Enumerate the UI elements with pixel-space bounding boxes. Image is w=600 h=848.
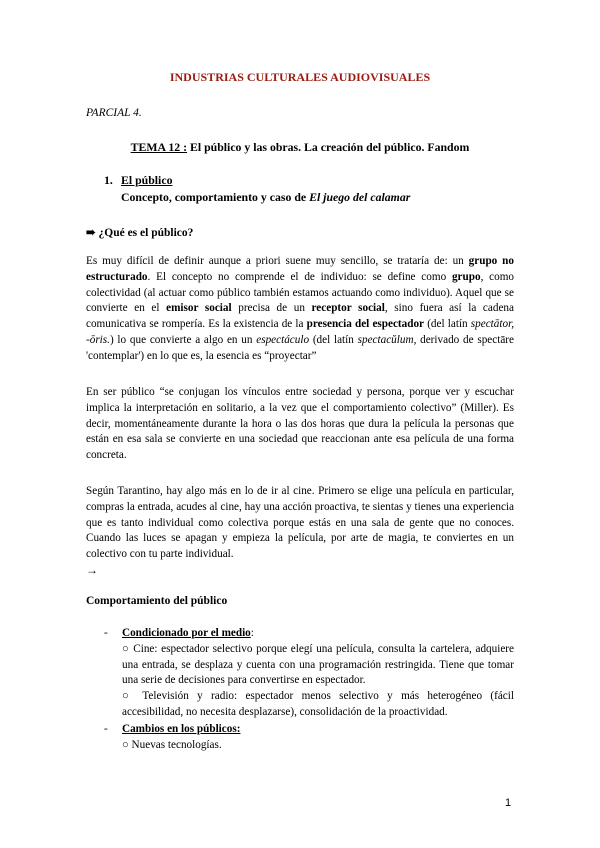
question-heading: ➠ ¿Qué es el público? <box>86 227 194 239</box>
document-title: INDUSTRIAS CULTURALES AUDIOVISUALES <box>169 70 431 84</box>
p1-italic-spectaculum: spectacŭlum <box>357 333 414 346</box>
p3-text: Según Tarantino, hay algo más en lo de ir al cine. Primero se elige una película en particular, compras la entrada, acudes al cine, hay una acción proactiva, te sientas y tienes una experiencia que es tanto individual como colectiva porque estás en una sala de gente que no conoces. Cuando las luces se apagan y empieza la película, por arte de magia, te conviertes en un colectivo con tu parte individual. <box>86 485 514 561</box>
tema-heading <box>0 140 600 154</box>
list-item <box>104 626 514 721</box>
p1-text-g: precisa de un <box>231 302 312 315</box>
p1-bold-grupo-no-estructurado: grupo no estructurado <box>86 255 514 283</box>
p1-bold-receptor: receptor social <box>311 302 385 315</box>
arrow-icon: → <box>86 563 98 577</box>
list-item-colon: : <box>250 627 254 639</box>
paragraph-tarantino <box>86 484 514 563</box>
section-number: 1. <box>104 173 113 187</box>
p1-text-a: Es muy difícil de definir aunque a priori suene muy sencillo, se trataría de: un <box>86 255 469 267</box>
list-subitem-cine: ○ Cine: espectador selectivo porque elegí una película, consulta la cartelera, adquiere una entrada, se desplaza y cuenta con una programación restringida. Tiene que tomar una serie de decisiones para convertirse en espectador. <box>122 642 514 687</box>
paragraph-miller <box>86 385 514 464</box>
section-1-heading <box>104 173 172 187</box>
p1-text-o: (del latín <box>309 333 358 346</box>
subtitle-prefix: Concepto, comportamiento y caso de <box>121 190 310 204</box>
p1-italic-spectator: spectātor, -ōris. <box>86 318 514 346</box>
list-dash: - <box>104 627 108 639</box>
tema-label: TEMA 12 : <box>130 140 188 154</box>
page-number: 1 <box>505 797 512 809</box>
list-subitem-tecnologias: ○ Nuevas tecnologías. <box>122 738 222 751</box>
p1-bold-presencia: presencia del espectador <box>306 318 425 331</box>
comportamiento-heading: Comportamiento del público <box>86 595 228 607</box>
p1-bold-emisor: emisor social <box>166 302 232 315</box>
list-subitem-television: ○ Televisión y radio: espectador menos selectivo y más heterogéneo (fácil accesibilidad, no necesita desplazarse), consolidación de la proactividad. <box>122 690 514 718</box>
section-title: El público <box>121 173 173 187</box>
p2-text: En ser público “se conjugan los vínculos entre sociedad y persona, porque ver y escuchar implica la interpretación en solitario, a la vez que el comportamiento colectivo” (Miller). Es decir, momentáneamente durante la hora o las dos horas que dura la película la personas que están en esa sala se convierte en una sociedad que reaccionan ante esa película de una forma concreta. <box>86 386 514 462</box>
p1-italic-espectaculo: espectáculo <box>256 333 310 346</box>
p1-text-k: (del latín <box>424 318 471 331</box>
p1-bold-grupo: grupo <box>451 270 481 283</box>
parcial-label: PARCIAL 4. <box>86 107 142 119</box>
list-item-title: Condicionado por el medio <box>122 627 251 639</box>
p1-text-m: ) lo que convierte a algo en un <box>109 333 257 346</box>
p1-text-q: , derivado de spectāre 'contemplar') en lo que es, la esencia es “proyectar” <box>86 333 514 362</box>
p1-text-c: . El concepto no comprende el de individuo: se define como <box>147 270 452 283</box>
p1-text-i: , sino fuera así la cadena comunicativa se rompería. Es la existencia de la <box>86 302 514 331</box>
list-item-title: Cambios en los públicos: <box>122 723 241 735</box>
section-1-subtitle <box>121 190 410 204</box>
list-dash: - <box>104 723 108 735</box>
tema-text: El público y las obras. La creación del público. Fandom <box>189 140 470 154</box>
p1-text-e: , como colectividad (al actuar como público también estamos actuando como individuo). Aquel que se convierte en el <box>86 270 515 315</box>
subtitle-italic: El juego del calamar <box>309 190 411 204</box>
paragraph-definition <box>86 254 514 365</box>
list-item <box>104 722 514 754</box>
